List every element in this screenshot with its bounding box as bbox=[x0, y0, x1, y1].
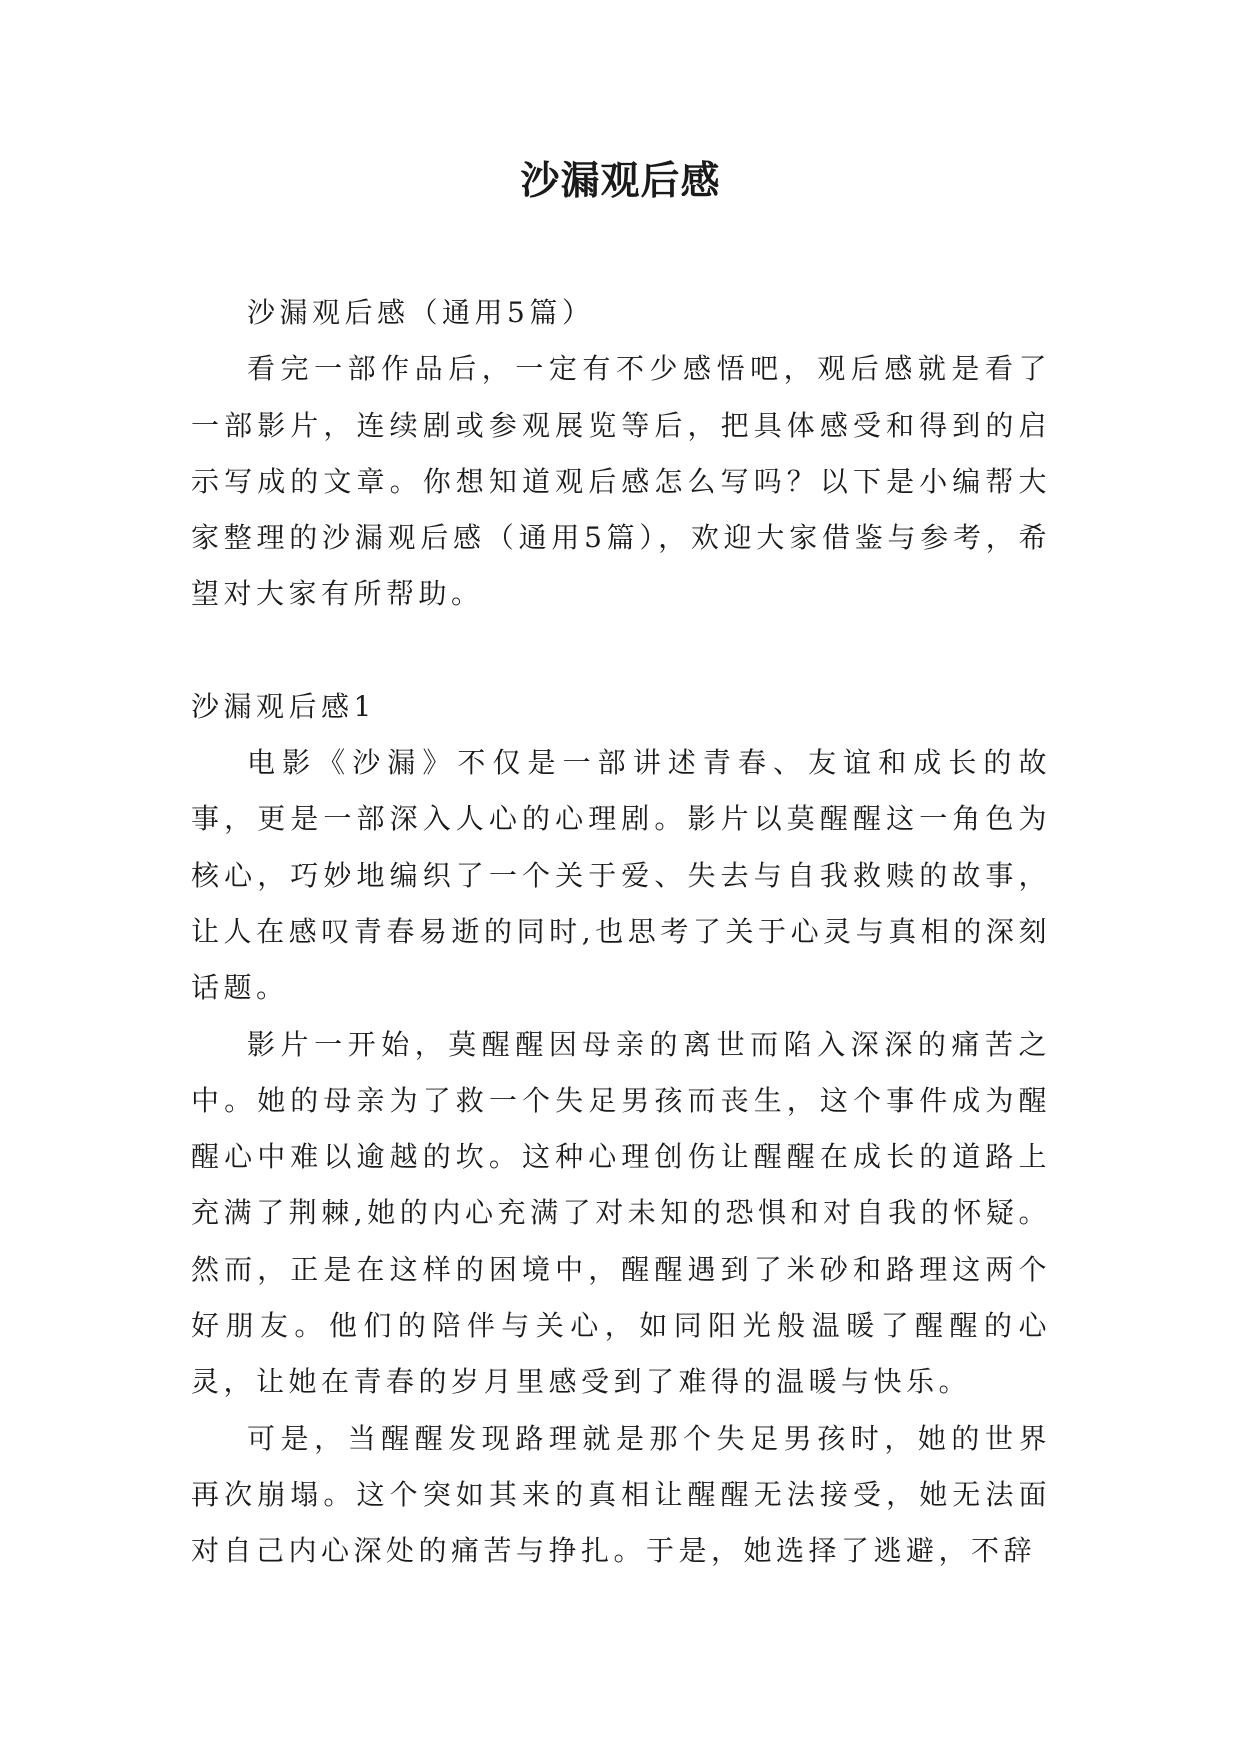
document-subtitle: 沙漏观后感（通用5篇） bbox=[247, 296, 595, 329]
section-paragraph-3: 可是，当醒醒发现路理就是那个失足男孩时，她的世界再次崩塌。这个突如其来的真相让醒醒无法接受，她无法面对自己内心深处的痛苦与挣扎。于是，她选择了逃避，不辞 bbox=[191, 1421, 1051, 1568]
document-title: 沙漏观后感 bbox=[520, 159, 721, 204]
section-paragraph-2: 影片一开始，莫醒醒因母亲的离世而陷入深深的痛苦之中。她的母亲为了救一个失足男孩而丧生，这个事件成为醒醒心中难以逾越的坎。这种心理创伤让醒醒在成长的道路上充满了荆棘,她的内心充满了对未知的恐惧和对自我的怀疑。然而，正是在这样的困境中，醒醒遇到了米砂和路理这两个好朋友。他们的陪伴与关心，如同阳光般温暖了醒醒的心灵，让她在青春的岁月里感受到了难得的温暖与快乐。 bbox=[191, 1027, 1051, 1399]
section-paragraph-1: 电影《沙漏》不仅是一部讲述青春、友谊和成长的故事，更是一部深入人心的心理剧。影片以莫醒醒这一角色为核心，巧妙地编织了一个关于爱、失去与自我救赎的故事，让人在感叹青春易逝的同时,也思考了关于心灵与真相的深刻话题。 bbox=[191, 746, 1051, 1005]
intro-paragraph: 看完一部作品后，一定有不少感悟吧，观后感就是看了一部影片，连续剧或参观展览等后，把具体感受和得到的启示写成的文章。你想知道观后感怎么写吗？以下是小编帮大家整理的沙漏观后感（通用5篇），欢迎大家借鉴与参考，希望对大家有所帮助。 bbox=[191, 352, 1051, 611]
document-body bbox=[191, 285, 1051, 1580]
section-heading: 沙漏观后感1 bbox=[191, 689, 376, 723]
section-spacer bbox=[191, 623, 1051, 679]
